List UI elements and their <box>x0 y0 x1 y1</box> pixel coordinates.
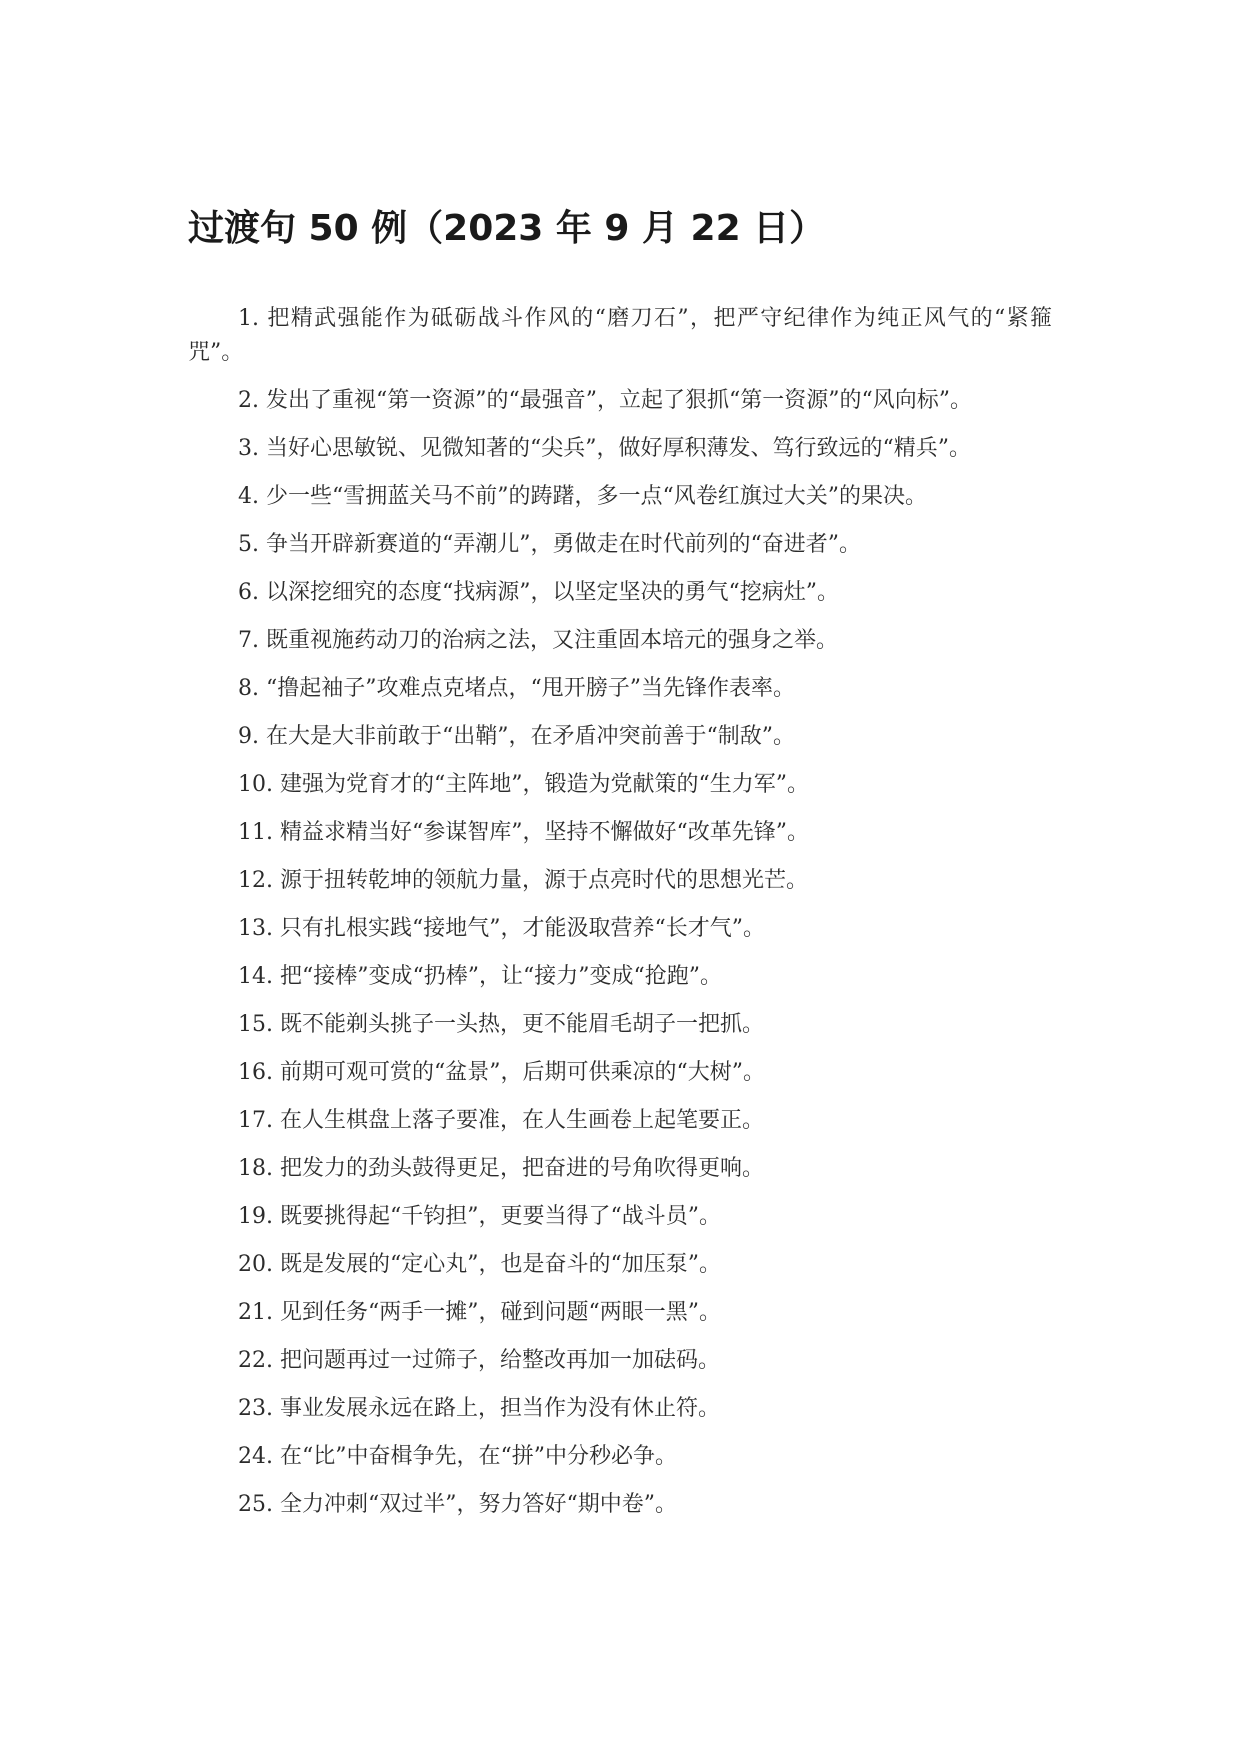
list-item: 12. 源于扭转乾坤的领航力量，源于点亮时代的思想光芒。 <box>238 868 808 893</box>
list-item: 13. 只有扎根实践“接地气”，才能汲取营养“长才气”。 <box>238 916 765 941</box>
list-item: 24. 在“比”中奋楫争先，在“拼”中分秒必争。 <box>238 1444 677 1469</box>
list-item: 23. 事业发展永远在路上，担当作为没有休止符。 <box>238 1396 720 1421</box>
list-item: 2. 发出了重视“第一资源”的“最强音”，立起了狠抓“第一资源”的“风向标”。 <box>238 388 972 413</box>
list-item: 19. 既要挑得起“千钧担”，更要当得了“战斗员”。 <box>238 1204 721 1229</box>
list-item: 6. 以深挖细究的态度“找病源”，以坚定坚决的勇气“挖病灶”。 <box>238 580 839 605</box>
list-item: 15. 既不能剃头挑子一头热，更不能眉毛胡子一把抓。 <box>238 1012 764 1037</box>
list-item: 18. 把发力的劲头鼓得更足，把奋进的号角吹得更响。 <box>238 1156 764 1181</box>
list-item: 10. 建强为党育才的“主阵地”，锻造为党献策的“生力军”。 <box>238 772 809 797</box>
page-title: 过渡句 50 例（2023 年 9 月 22 日） <box>188 208 826 249</box>
list-item: 17. 在人生棋盘上落子要准，在人生画卷上起笔要正。 <box>238 1108 764 1133</box>
list-item: 25. 全力冲刺“双过半”，努力答好“期中卷”。 <box>238 1492 677 1517</box>
list-item: 9. 在大是大非前敢于“出鞘”，在矛盾冲突前善于“制敌”。 <box>238 724 795 749</box>
list-item: 7. 既重视施药动刀的治病之法，又注重固本培元的强身之举。 <box>238 628 838 653</box>
list-item: 5. 争当开辟新赛道的“弄潮儿”，勇做走在时代前列的“奋进者”。 <box>238 532 861 557</box>
list-item: 8. “撸起袖子”攻难点克堵点，“甩开膀子”当先锋作表率。 <box>238 676 795 701</box>
list-item: 4. 少一些“雪拥蓝关马不前”的踌躇，多一点“风卷红旗过大关”的果决。 <box>238 484 927 509</box>
sentence-list <box>188 302 1052 1536</box>
list-item: 11. 精益求精当好“参谋智库”，坚持不懈做好“改革先锋”。 <box>238 820 809 845</box>
list-item: 1. 把精武强能作为砥砺战斗作风的“磨刀石”，把严守纪律作为纯正风气的“紧箍咒”。 <box>188 306 1052 365</box>
list-item: 20. 既是发展的“定心丸”，也是奋斗的“加压泵”。 <box>238 1252 721 1277</box>
list-item: 14. 把“接棒”变成“扔棒”，让“接力”变成“抢跑”。 <box>238 964 722 989</box>
list-item: 16. 前期可观可赏的“盆景”，后期可供乘凉的“大树”。 <box>238 1060 765 1085</box>
list-item: 3. 当好心思敏锐、见微知著的“尖兵”，做好厚积薄发、笃行致远的“精兵”。 <box>238 436 971 461</box>
list-item: 22. 把问题再过一过筛子，给整改再加一加砝码。 <box>238 1348 720 1373</box>
list-item: 21. 见到任务“两手一摊”，碰到问题“两眼一黑”。 <box>238 1300 721 1325</box>
